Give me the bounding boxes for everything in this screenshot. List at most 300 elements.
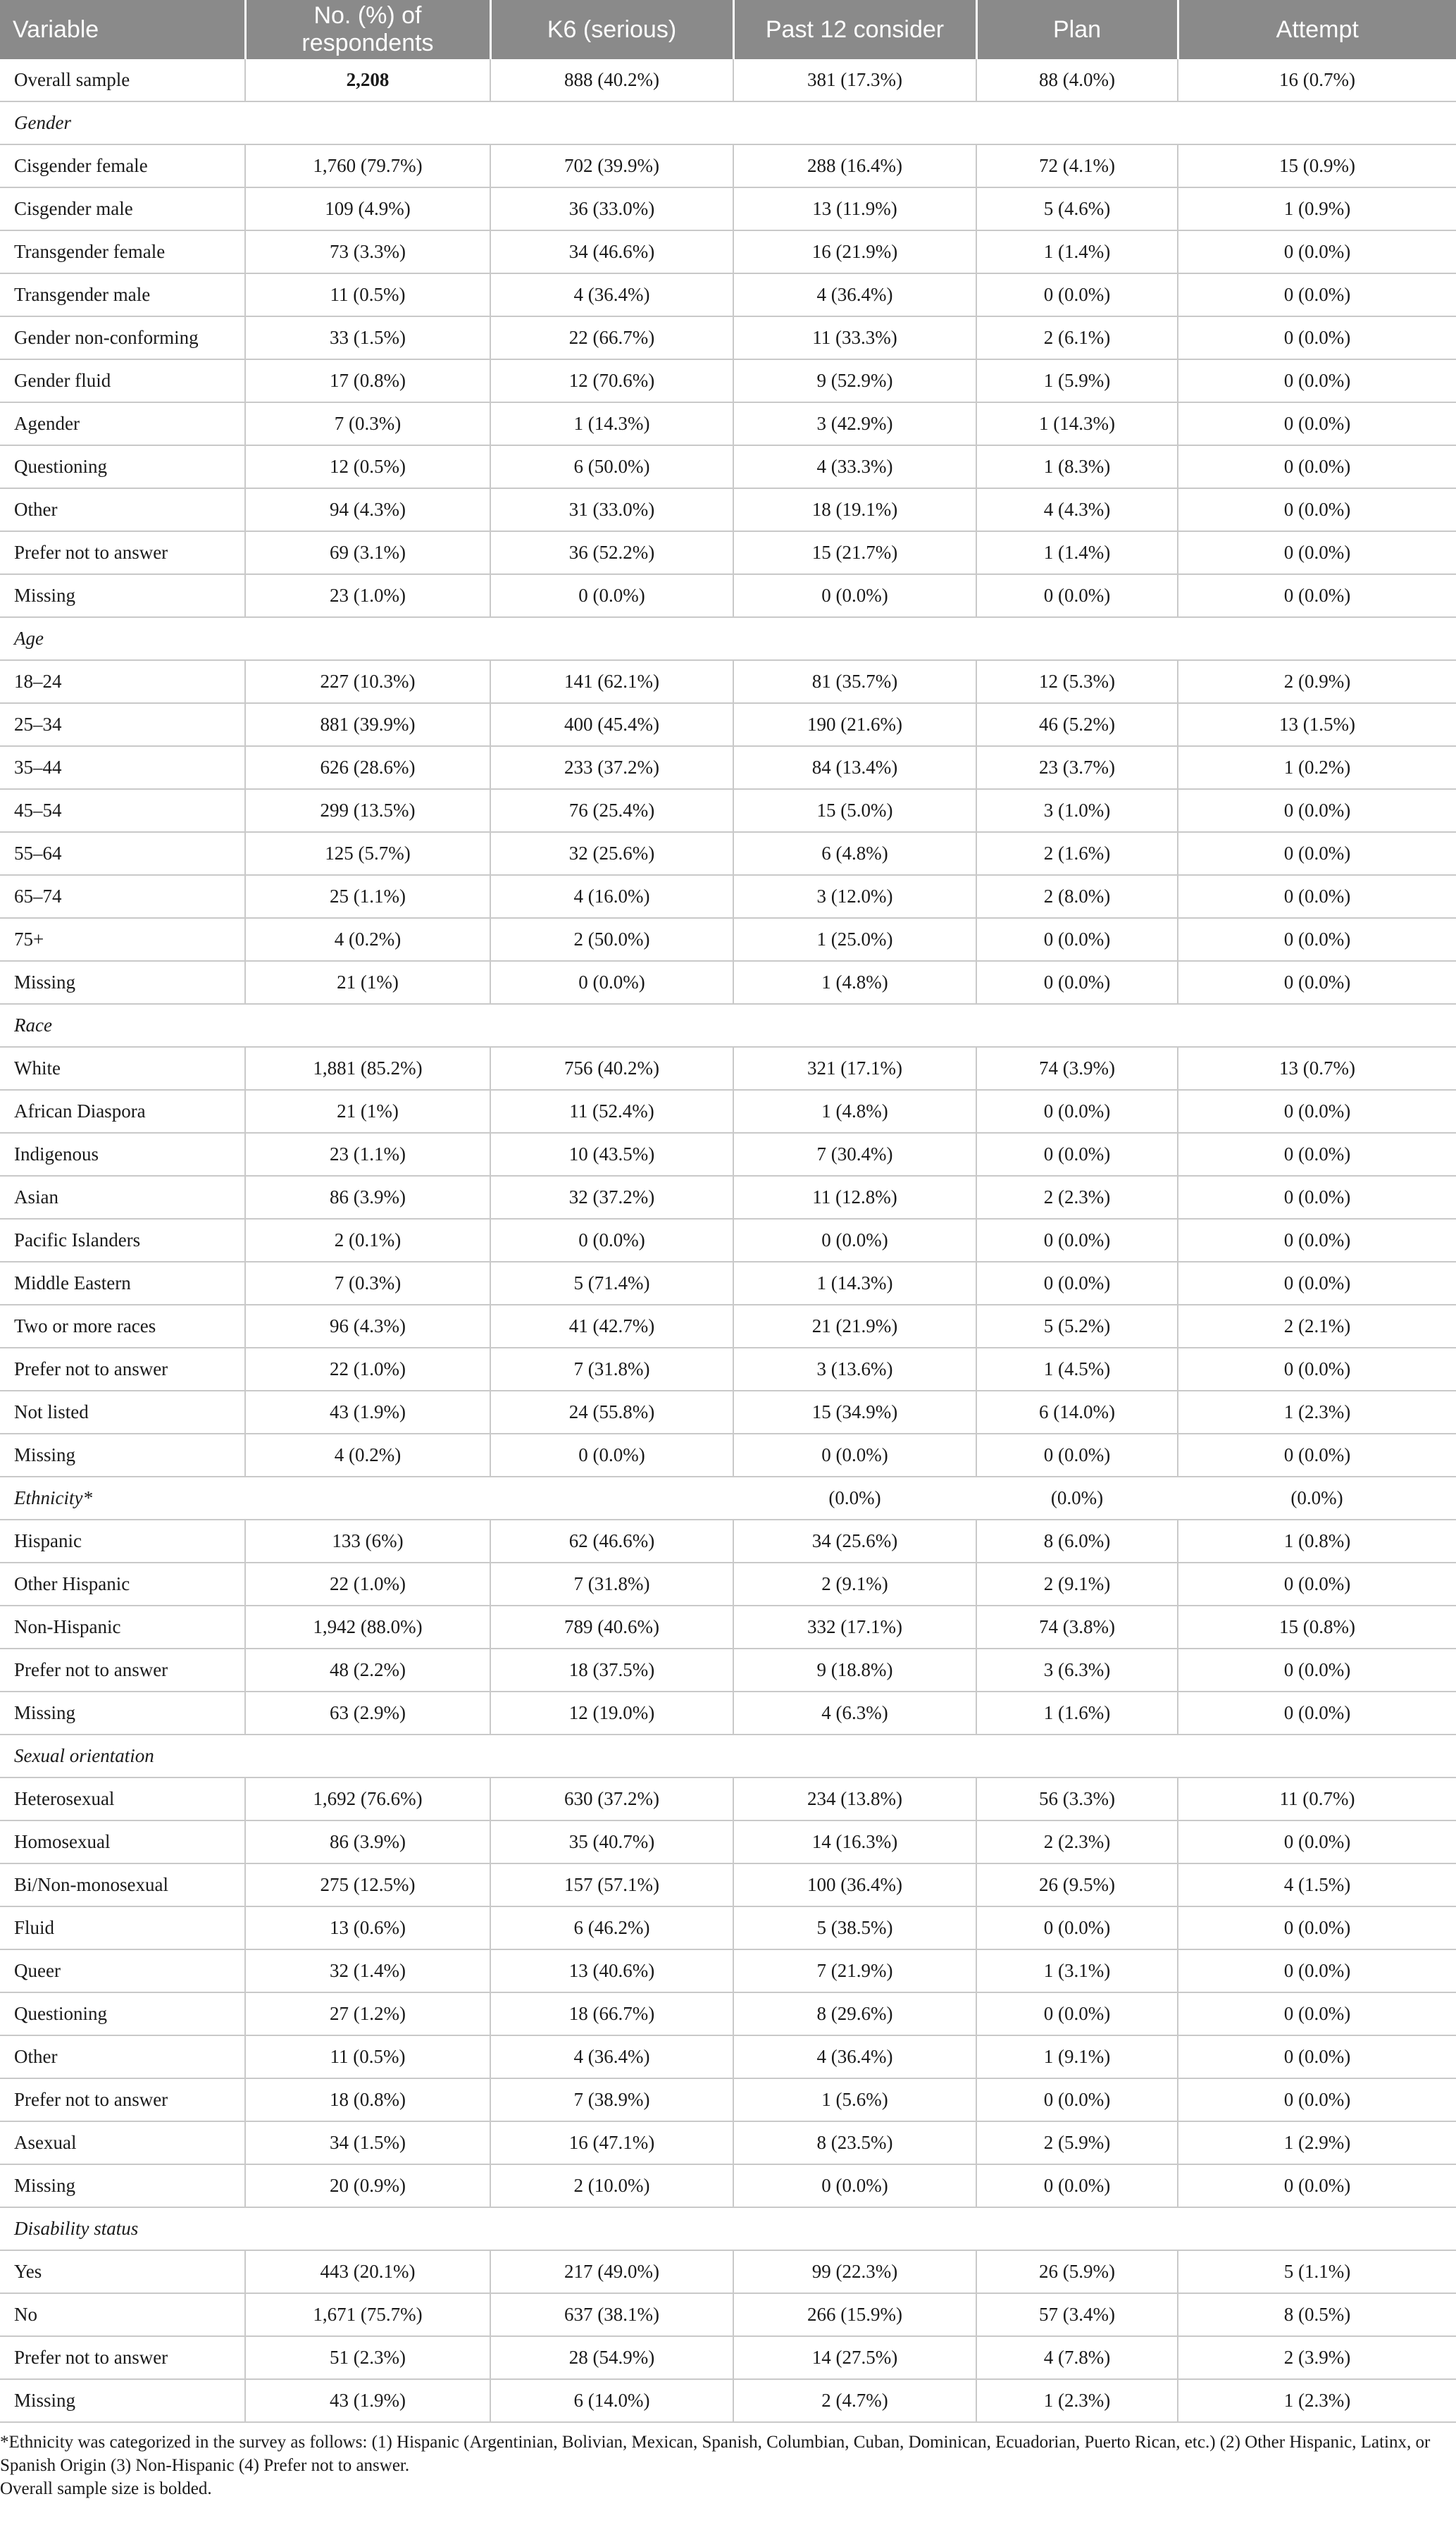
table-cell: 0 (0.0%) xyxy=(1178,2078,1456,2121)
table-cell: 1 (14.3%) xyxy=(490,402,733,445)
table-row xyxy=(0,359,1456,402)
table-row xyxy=(0,1090,1456,1133)
table-cell: 1 (8.3%) xyxy=(976,445,1178,488)
table-cell: 0 (0.0%) xyxy=(490,961,733,1004)
table-cell: 88 (4.0%) xyxy=(976,59,1178,101)
table-cell: 0 (0.0%) xyxy=(1178,789,1456,832)
table-cell xyxy=(733,101,976,144)
table-cell: 73 (3.3%) xyxy=(245,230,490,273)
table-cell: 4 (4.3%) xyxy=(976,488,1178,531)
table-cell: 63 (2.9%) xyxy=(245,1692,490,1735)
table-cell: 2 (2.3%) xyxy=(976,1820,1178,1863)
table-cell: 96 (4.3%) xyxy=(245,1305,490,1348)
table-cell: 0 (0.0%) xyxy=(976,1219,1178,1262)
table-cell: 0 (0.0%) xyxy=(1178,961,1456,1004)
table-cell: 0 (0.0%) xyxy=(1178,1649,1456,1692)
table-cell: 0 (0.0%) xyxy=(1178,1090,1456,1133)
table-row xyxy=(0,1262,1456,1305)
table-cell: 46 (5.2%) xyxy=(976,703,1178,746)
table-cell: 9 (18.8%) xyxy=(733,1649,976,1692)
table-cell: 5 (38.5%) xyxy=(733,1906,976,1949)
table-row xyxy=(0,832,1456,875)
row-label: 35–44 xyxy=(0,746,245,789)
table-row xyxy=(0,2035,1456,2078)
table-row xyxy=(0,1520,1456,1563)
table-cell: 35 (40.7%) xyxy=(490,1820,733,1863)
row-label: 65–74 xyxy=(0,875,245,918)
table-cell: 56 (3.3%) xyxy=(976,1778,1178,1820)
table-cell: 11 (0.5%) xyxy=(245,2035,490,2078)
table-cell: 15 (0.9%) xyxy=(1178,144,1456,187)
table-cell: 4 (6.3%) xyxy=(733,1692,976,1735)
table-cell: 11 (33.3%) xyxy=(733,316,976,359)
table-cell: 74 (3.8%) xyxy=(976,1606,1178,1649)
table-cell: 1,671 (75.7%) xyxy=(245,2293,490,2336)
section-row xyxy=(0,1477,1456,1520)
table-cell: 0 (0.0%) xyxy=(733,1219,976,1262)
table-cell: 0 (0.0%) xyxy=(1178,1563,1456,1606)
table-cell: 12 (19.0%) xyxy=(490,1692,733,1735)
table-cell: 18 (0.8%) xyxy=(245,2078,490,2121)
row-label: African Diaspora xyxy=(0,1090,245,1133)
table-cell xyxy=(976,101,1178,144)
table-row xyxy=(0,1176,1456,1219)
table-cell: 1 (0.9%) xyxy=(1178,187,1456,230)
table-cell: 5 (71.4%) xyxy=(490,1262,733,1305)
table-cell: 18 (37.5%) xyxy=(490,1649,733,1692)
table-cell: 13 (0.6%) xyxy=(245,1906,490,1949)
table-row xyxy=(0,660,1456,703)
table-cell: 2 (0.9%) xyxy=(1178,660,1456,703)
table-cell: 1,692 (76.6%) xyxy=(245,1778,490,1820)
table-cell: 288 (16.4%) xyxy=(733,144,976,187)
table-row xyxy=(0,273,1456,316)
table-row xyxy=(0,445,1456,488)
table-cell: 637 (38.1%) xyxy=(490,2293,733,2336)
section-label: Ethnicity* xyxy=(0,1477,245,1520)
table-cell: 2 (6.1%) xyxy=(976,316,1178,359)
table-cell: 17 (0.8%) xyxy=(245,359,490,402)
table-cell: 1 (2.3%) xyxy=(1178,1391,1456,1434)
table-cell: 0 (0.0%) xyxy=(976,2078,1178,2121)
table-cell: 12 (5.3%) xyxy=(976,660,1178,703)
table-cell: 13 (11.9%) xyxy=(733,187,976,230)
table-cell: 4 (1.5%) xyxy=(1178,1863,1456,1906)
row-label: 18–24 xyxy=(0,660,245,703)
table-cell: 190 (21.6%) xyxy=(733,703,976,746)
row-label: 55–64 xyxy=(0,832,245,875)
row-label: Questioning xyxy=(0,1992,245,2035)
table-cell: 5 (5.2%) xyxy=(976,1305,1178,1348)
table-cell: 1 (0.8%) xyxy=(1178,1520,1456,1563)
table-cell xyxy=(976,1735,1178,1778)
table-cell: 3 (6.3%) xyxy=(976,1649,1178,1692)
table-cell: 11 (0.5%) xyxy=(245,273,490,316)
table-row xyxy=(0,2250,1456,2293)
row-label: Missing xyxy=(0,961,245,1004)
table-row xyxy=(0,2078,1456,2121)
table-cell xyxy=(733,1004,976,1047)
table-cell: 6 (4.8%) xyxy=(733,832,976,875)
header-past-12: Past 12 consider xyxy=(733,0,976,59)
table-cell: 84 (13.4%) xyxy=(733,746,976,789)
table-cell xyxy=(245,1004,490,1047)
table-cell: 2 (8.0%) xyxy=(976,875,1178,918)
table-cell: 266 (15.9%) xyxy=(733,2293,976,2336)
table-row xyxy=(0,2336,1456,2379)
table-cell: 141 (62.1%) xyxy=(490,660,733,703)
table-cell: 14 (27.5%) xyxy=(733,2336,976,2379)
table-cell: 0 (0.0%) xyxy=(1178,1820,1456,1863)
table-cell: 16 (21.9%) xyxy=(733,230,976,273)
row-label: 75+ xyxy=(0,918,245,961)
table-row xyxy=(0,574,1456,617)
table-cell: 1 (4.8%) xyxy=(733,961,976,1004)
table-cell: 888 (40.2%) xyxy=(490,59,733,101)
table-cell: 6 (14.0%) xyxy=(976,1391,1178,1434)
header-k6: K6 (serious) xyxy=(490,0,733,59)
table-cell: 20 (0.9%) xyxy=(245,2164,490,2207)
table-cell: 6 (46.2%) xyxy=(490,1906,733,1949)
table-cell: 12 (0.5%) xyxy=(245,445,490,488)
table-cell: 12 (70.6%) xyxy=(490,359,733,402)
table-cell: 0 (0.0%) xyxy=(976,961,1178,1004)
section-label: Sexual orientation xyxy=(0,1735,245,1778)
row-label: Prefer not to answer xyxy=(0,1649,245,1692)
table-cell: 4 (0.2%) xyxy=(245,1434,490,1477)
table-cell: 0 (0.0%) xyxy=(1178,832,1456,875)
table-cell: 36 (33.0%) xyxy=(490,187,733,230)
table-cell: 23 (1.1%) xyxy=(245,1133,490,1176)
table-cell: 133 (6%) xyxy=(245,1520,490,1563)
table-cell: 0 (0.0%) xyxy=(1178,445,1456,488)
table-cell: 0 (0.0%) xyxy=(490,574,733,617)
table-cell: 4 (36.4%) xyxy=(490,2035,733,2078)
table-cell xyxy=(245,1735,490,1778)
table-cell: 0 (0.0%) xyxy=(1178,402,1456,445)
table-cell: 7 (30.4%) xyxy=(733,1133,976,1176)
table-cell: 0 (0.0%) xyxy=(976,574,1178,617)
table-cell: (0.0%) xyxy=(733,1477,976,1520)
table-cell: 18 (19.1%) xyxy=(733,488,976,531)
table-cell: 4 (7.8%) xyxy=(976,2336,1178,2379)
table-row xyxy=(0,144,1456,187)
table-cell: 3 (13.6%) xyxy=(733,1348,976,1391)
section-label: Disability status xyxy=(0,2207,245,2250)
table-cell: 1 (1.4%) xyxy=(976,230,1178,273)
table-cell: 18 (66.7%) xyxy=(490,1992,733,2035)
table-cell: 0 (0.0%) xyxy=(1178,488,1456,531)
table-cell xyxy=(490,2207,733,2250)
table-cell: 8 (23.5%) xyxy=(733,2121,976,2164)
table-row xyxy=(0,1820,1456,1863)
table-row xyxy=(0,488,1456,531)
table-cell: 0 (0.0%) xyxy=(490,1434,733,1477)
table-cell: 11 (0.7%) xyxy=(1178,1778,1456,1820)
table-cell: 5 (1.1%) xyxy=(1178,2250,1456,2293)
table-cell: 43 (1.9%) xyxy=(245,2379,490,2422)
table-cell: 43 (1.9%) xyxy=(245,1391,490,1434)
table-cell: 0 (0.0%) xyxy=(976,1906,1178,1949)
table-cell: 11 (52.4%) xyxy=(490,1090,733,1133)
table-row xyxy=(0,230,1456,273)
table-cell: 24 (55.8%) xyxy=(490,1391,733,1434)
table-cell: 57 (3.4%) xyxy=(976,2293,1178,2336)
table-row xyxy=(0,59,1456,101)
table-cell: 0 (0.0%) xyxy=(1178,2035,1456,2078)
table-cell: 0 (0.0%) xyxy=(490,1219,733,1262)
table-cell: 8 (6.0%) xyxy=(976,1520,1178,1563)
table-cell: 13 (40.6%) xyxy=(490,1949,733,1992)
table-cell: 6 (50.0%) xyxy=(490,445,733,488)
table-cell: 33 (1.5%) xyxy=(245,316,490,359)
row-label: White xyxy=(0,1047,245,1090)
table-cell: 16 (0.7%) xyxy=(1178,59,1456,101)
row-label: Non-Hispanic xyxy=(0,1606,245,1649)
table-cell: 27 (1.2%) xyxy=(245,1992,490,2035)
row-label: Indigenous xyxy=(0,1133,245,1176)
table-cell xyxy=(490,101,733,144)
row-label: Queer xyxy=(0,1949,245,1992)
table-cell: 0 (0.0%) xyxy=(1178,1692,1456,1735)
table-row xyxy=(0,789,1456,832)
row-label: Pacific Islanders xyxy=(0,1219,245,1262)
row-label: Cisgender male xyxy=(0,187,245,230)
table-cell: 0 (0.0%) xyxy=(733,2164,976,2207)
row-label: Transgender male xyxy=(0,273,245,316)
table-cell: 702 (39.9%) xyxy=(490,144,733,187)
table-cell: 0 (0.0%) xyxy=(1178,359,1456,402)
row-label: Other xyxy=(0,2035,245,2078)
table-cell: 0 (0.0%) xyxy=(976,918,1178,961)
row-label: Transgender female xyxy=(0,230,245,273)
table-cell: 1 (25.0%) xyxy=(733,918,976,961)
row-label: Bi/Non-monosexual xyxy=(0,1863,245,1906)
table-row xyxy=(0,1391,1456,1434)
table-cell: 86 (3.9%) xyxy=(245,1176,490,1219)
row-label: Other xyxy=(0,488,245,531)
table-cell: 0 (0.0%) xyxy=(733,1434,976,1477)
table-cell xyxy=(490,1477,733,1520)
header-plan: Plan xyxy=(976,0,1178,59)
table-cell: 0 (0.0%) xyxy=(976,1090,1178,1133)
table-cell: 34 (25.6%) xyxy=(733,1520,976,1563)
header-variable: Variable xyxy=(0,0,245,59)
table-cell: 34 (1.5%) xyxy=(245,2121,490,2164)
table-cell: 0 (0.0%) xyxy=(976,273,1178,316)
row-label: Missing xyxy=(0,2164,245,2207)
table-cell: 2 (5.9%) xyxy=(976,2121,1178,2164)
table-cell xyxy=(1178,2207,1456,2250)
table-cell: 9 (52.9%) xyxy=(733,359,976,402)
header-respondents: No. (%) of respondents xyxy=(245,0,490,59)
table-cell: 2 (50.0%) xyxy=(490,918,733,961)
table-cell: 0 (0.0%) xyxy=(1178,230,1456,273)
table-cell: 41 (42.7%) xyxy=(490,1305,733,1348)
table-row xyxy=(0,2121,1456,2164)
row-label: Asian xyxy=(0,1176,245,1219)
table-cell: 4 (16.0%) xyxy=(490,875,733,918)
table-cell: 23 (3.7%) xyxy=(976,746,1178,789)
table-row xyxy=(0,1434,1456,1477)
table-cell: 15 (0.8%) xyxy=(1178,1606,1456,1649)
table-cell: 2 (9.1%) xyxy=(976,1563,1178,1606)
row-label: Agender xyxy=(0,402,245,445)
table-cell: 157 (57.1%) xyxy=(490,1863,733,1906)
table-cell: 21 (1%) xyxy=(245,1090,490,1133)
table-row xyxy=(0,531,1456,574)
table-cell: 0 (0.0%) xyxy=(976,1262,1178,1305)
section-row xyxy=(0,1735,1456,1778)
table-cell: 0 (0.0%) xyxy=(1178,1219,1456,1262)
table-cell: 5 (4.6%) xyxy=(976,187,1178,230)
table-cell: 99 (22.3%) xyxy=(733,2250,976,2293)
table-cell: 3 (42.9%) xyxy=(733,402,976,445)
table-cell: 1 (5.9%) xyxy=(976,359,1178,402)
row-label: Other Hispanic xyxy=(0,1563,245,1606)
table-row xyxy=(0,2379,1456,2422)
section-row xyxy=(0,2207,1456,2250)
table-cell xyxy=(733,2207,976,2250)
table-cell: 15 (21.7%) xyxy=(733,531,976,574)
table-cell: 2 (1.6%) xyxy=(976,832,1178,875)
table-row xyxy=(0,746,1456,789)
table-row xyxy=(0,1133,1456,1176)
row-label: Missing xyxy=(0,2379,245,2422)
row-label: Gender non-conforming xyxy=(0,316,245,359)
section-row xyxy=(0,617,1456,660)
table-cell: 4 (36.4%) xyxy=(733,2035,976,2078)
table-cell xyxy=(245,1477,490,1520)
table-cell: 32 (25.6%) xyxy=(490,832,733,875)
table-cell xyxy=(976,2207,1178,2250)
table-cell: 2 (2.1%) xyxy=(1178,1305,1456,1348)
table-cell: 227 (10.3%) xyxy=(245,660,490,703)
table-cell xyxy=(490,1735,733,1778)
table-cell: 0 (0.0%) xyxy=(976,1434,1178,1477)
table-cell xyxy=(1178,617,1456,660)
table-cell: 81 (35.7%) xyxy=(733,660,976,703)
table-cell: 76 (25.4%) xyxy=(490,789,733,832)
table-cell: (0.0%) xyxy=(1178,1477,1456,1520)
table-cell: 2 (9.1%) xyxy=(733,1563,976,1606)
table-cell xyxy=(245,617,490,660)
table-cell: 22 (1.0%) xyxy=(245,1563,490,1606)
table-cell: 1 (5.6%) xyxy=(733,2078,976,2121)
table-cell: 789 (40.6%) xyxy=(490,1606,733,1649)
row-label: Missing xyxy=(0,574,245,617)
table-row xyxy=(0,1906,1456,1949)
table-row xyxy=(0,187,1456,230)
table-cell: 7 (38.9%) xyxy=(490,2078,733,2121)
table-cell xyxy=(1178,1735,1456,1778)
table-cell: 299 (13.5%) xyxy=(245,789,490,832)
table-cell: 23 (1.0%) xyxy=(245,574,490,617)
table-cell: 1 (2.9%) xyxy=(1178,2121,1456,2164)
table-cell: 3 (1.0%) xyxy=(976,789,1178,832)
row-label: Prefer not to answer xyxy=(0,531,245,574)
table-row xyxy=(0,1778,1456,1820)
table-cell: 125 (5.7%) xyxy=(245,832,490,875)
table-row xyxy=(0,1047,1456,1090)
header-row xyxy=(0,0,1456,59)
table-cell xyxy=(976,1004,1178,1047)
table-row xyxy=(0,703,1456,746)
table-cell: 13 (1.5%) xyxy=(1178,703,1456,746)
table-row xyxy=(0,1992,1456,2035)
table-cell: 10 (43.5%) xyxy=(490,1133,733,1176)
table-row xyxy=(0,2293,1456,2336)
table-cell: 2 (3.9%) xyxy=(1178,2336,1456,2379)
row-label: 25–34 xyxy=(0,703,245,746)
row-label: Missing xyxy=(0,1692,245,1735)
table-cell: 234 (13.8%) xyxy=(733,1778,976,1820)
table-cell: 34 (46.6%) xyxy=(490,230,733,273)
table-cell: 0 (0.0%) xyxy=(1178,273,1456,316)
table-cell: 1 (4.5%) xyxy=(976,1348,1178,1391)
table-cell: 0 (0.0%) xyxy=(1178,875,1456,918)
table-cell: 7 (0.3%) xyxy=(245,402,490,445)
table-cell: 0 (0.0%) xyxy=(1178,1906,1456,1949)
table-cell: 0 (0.0%) xyxy=(1178,316,1456,359)
table-row xyxy=(0,961,1456,1004)
table-cell: 1 (2.3%) xyxy=(1178,2379,1456,2422)
row-label: Questioning xyxy=(0,445,245,488)
section-row xyxy=(0,1004,1456,1047)
section-label: Gender xyxy=(0,101,245,144)
table-cell: 21 (21.9%) xyxy=(733,1305,976,1348)
table-cell xyxy=(976,617,1178,660)
table-cell: 7 (31.8%) xyxy=(490,1563,733,1606)
table-row xyxy=(0,316,1456,359)
table-cell: 26 (9.5%) xyxy=(976,1863,1178,1906)
table-cell: 0 (0.0%) xyxy=(976,2164,1178,2207)
row-label: Prefer not to answer xyxy=(0,2078,245,2121)
table-cell: 7 (21.9%) xyxy=(733,1949,976,1992)
table-cell: 1 (14.3%) xyxy=(733,1262,976,1305)
footnote-ethnicity: *Ethnicity was categorized in the survey as follows: (1) Hispanic (Argentinian, Bolivian, Mexican, Spanish, Columbian, Cuban, Dominican, Ecuadorian, Puerto Rican, etc.) (2) Other Hispanic, Latinx, or Spanish Origin (3) Non-Hispanic (4) Prefer not to answer. xyxy=(0,2433,1431,2475)
table-row xyxy=(0,875,1456,918)
row-label: Homosexual xyxy=(0,1820,245,1863)
row-label: No xyxy=(0,2293,245,2336)
table-cell: 0 (0.0%) xyxy=(976,1133,1178,1176)
table-cell: 2 (2.3%) xyxy=(976,1176,1178,1219)
table-row xyxy=(0,2164,1456,2207)
table-cell xyxy=(1178,1004,1456,1047)
table-cell: 630 (37.2%) xyxy=(490,1778,733,1820)
table-row xyxy=(0,1692,1456,1735)
table-cell: 32 (1.4%) xyxy=(245,1949,490,1992)
table-cell: 1 (2.3%) xyxy=(976,2379,1178,2422)
table-cell: 28 (54.9%) xyxy=(490,2336,733,2379)
table-cell: 0 (0.0%) xyxy=(1178,1992,1456,2035)
row-label: Prefer not to answer xyxy=(0,2336,245,2379)
table-row xyxy=(0,402,1456,445)
table-cell: 1 (0.2%) xyxy=(1178,746,1456,789)
table-cell: 2 (10.0%) xyxy=(490,2164,733,2207)
table-cell xyxy=(733,1735,976,1778)
table-cell: 2,208 xyxy=(245,59,490,101)
table-cell: 0 (0.0%) xyxy=(733,574,976,617)
table-cell: 15 (5.0%) xyxy=(733,789,976,832)
table-cell: 275 (12.5%) xyxy=(245,1863,490,1906)
row-label: Asexual xyxy=(0,2121,245,2164)
table-cell: 321 (17.1%) xyxy=(733,1047,976,1090)
row-label: Heterosexual xyxy=(0,1778,245,1820)
table-cell: 1 (14.3%) xyxy=(976,402,1178,445)
table-cell: 1,942 (88.0%) xyxy=(245,1606,490,1649)
table-body xyxy=(0,59,1456,2422)
